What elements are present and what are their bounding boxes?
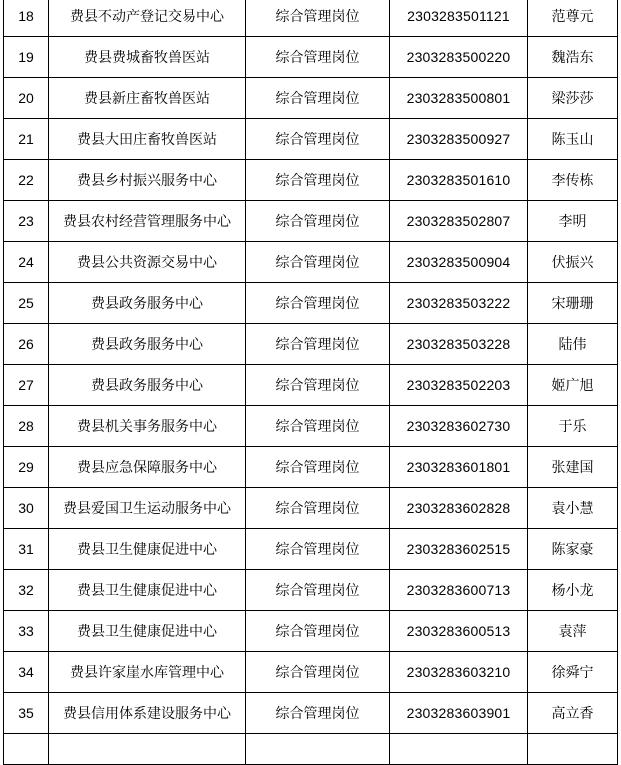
candidate-name: 于乐	[528, 406, 618, 447]
results-table	[3, 0, 618, 765]
candidate-name: 范尊元	[528, 0, 618, 37]
candidate-name: 高立香	[528, 693, 618, 734]
exam-id: 2303283503222	[390, 283, 528, 324]
candidate-name: 李明	[528, 201, 618, 242]
position-name: 综合管理岗位	[246, 0, 390, 37]
row-number: 23	[4, 201, 49, 242]
candidate-name: 陈家豪	[528, 529, 618, 570]
unit-name: 费县农村经营管理服务中心	[49, 201, 246, 242]
row-number: 30	[4, 488, 49, 529]
exam-id: 2303283500220	[390, 37, 528, 78]
unit-name: 费县卫生健康促进中心	[49, 570, 246, 611]
candidate-name: 陈玉山	[528, 119, 618, 160]
empty-cell	[390, 734, 528, 765]
exam-id: 2303283601801	[390, 447, 528, 488]
exam-id: 2303283602730	[390, 406, 528, 447]
empty-cell	[246, 734, 390, 765]
candidate-name: 伏振兴	[528, 242, 618, 283]
position-name: 综合管理岗位	[246, 201, 390, 242]
unit-name: 费县卫生健康促进中心	[49, 529, 246, 570]
unit-name: 费县机关事务服务中心	[49, 406, 246, 447]
unit-name: 费县政务服务中心	[49, 365, 246, 406]
position-name: 综合管理岗位	[246, 652, 390, 693]
unit-name: 费县卫生健康促进中心	[49, 611, 246, 652]
candidate-name: 梁莎莎	[528, 78, 618, 119]
table-row-partial	[4, 734, 618, 765]
empty-cell	[49, 734, 246, 765]
table-row	[4, 37, 618, 78]
position-name: 综合管理岗位	[246, 242, 390, 283]
unit-name: 费县应急保障服务中心	[49, 447, 246, 488]
exam-id: 2303283600513	[390, 611, 528, 652]
row-number: 25	[4, 283, 49, 324]
row-number: 22	[4, 160, 49, 201]
table-row	[4, 78, 618, 119]
exam-id: 2303283501121	[390, 0, 528, 37]
row-number: 31	[4, 529, 49, 570]
position-name: 综合管理岗位	[246, 529, 390, 570]
exam-id: 2303283502203	[390, 365, 528, 406]
unit-name: 费县公共资源交易中心	[49, 242, 246, 283]
candidate-name: 魏浩东	[528, 37, 618, 78]
row-number: 24	[4, 242, 49, 283]
row-number: 29	[4, 447, 49, 488]
row-number: 33	[4, 611, 49, 652]
table-row	[4, 119, 618, 160]
position-name: 综合管理岗位	[246, 365, 390, 406]
position-name: 综合管理岗位	[246, 160, 390, 201]
position-name: 综合管理岗位	[246, 119, 390, 160]
position-name: 综合管理岗位	[246, 283, 390, 324]
exam-id: 2303283503228	[390, 324, 528, 365]
row-number: 19	[4, 37, 49, 78]
table-row	[4, 611, 618, 652]
table-row	[4, 488, 618, 529]
exam-id: 2303283502807	[390, 201, 528, 242]
candidate-name: 宋珊珊	[528, 283, 618, 324]
candidate-name: 陆伟	[528, 324, 618, 365]
candidate-name: 袁小慧	[528, 488, 618, 529]
position-name: 综合管理岗位	[246, 693, 390, 734]
row-number: 18	[4, 0, 49, 37]
unit-name: 费县不动产登记交易中心	[49, 0, 246, 37]
empty-cell	[528, 734, 618, 765]
table-body	[4, 0, 618, 765]
candidate-name: 姬广旭	[528, 365, 618, 406]
row-number: 26	[4, 324, 49, 365]
candidate-name: 杨小龙	[528, 570, 618, 611]
table-row	[4, 652, 618, 693]
unit-name: 费县乡村振兴服务中心	[49, 160, 246, 201]
row-number: 32	[4, 570, 49, 611]
position-name: 综合管理岗位	[246, 488, 390, 529]
table-row	[4, 324, 618, 365]
row-number: 28	[4, 406, 49, 447]
candidate-name: 徐舜宁	[528, 652, 618, 693]
table-row	[4, 693, 618, 734]
exam-id: 2303283602515	[390, 529, 528, 570]
table-row	[4, 406, 618, 447]
exam-id: 2303283603901	[390, 693, 528, 734]
table-row	[4, 283, 618, 324]
position-name: 综合管理岗位	[246, 78, 390, 119]
candidate-name: 张建国	[528, 447, 618, 488]
position-name: 综合管理岗位	[246, 570, 390, 611]
exam-id: 2303283603210	[390, 652, 528, 693]
position-name: 综合管理岗位	[246, 406, 390, 447]
exam-id: 2303283602828	[390, 488, 528, 529]
unit-name: 费县政务服务中心	[49, 283, 246, 324]
row-number: 34	[4, 652, 49, 693]
table-row	[4, 0, 618, 37]
exam-id: 2303283500801	[390, 78, 528, 119]
exam-id: 2303283500927	[390, 119, 528, 160]
table-row	[4, 570, 618, 611]
unit-name: 费县爱国卫生运动服务中心	[49, 488, 246, 529]
unit-name: 费县政务服务中心	[49, 324, 246, 365]
unit-name: 费县许家崖水库管理中心	[49, 652, 246, 693]
table-row	[4, 529, 618, 570]
table-row	[4, 447, 618, 488]
unit-name: 费县信用体系建设服务中心	[49, 693, 246, 734]
candidate-name: 袁萍	[528, 611, 618, 652]
empty-cell	[4, 734, 49, 765]
position-name: 综合管理岗位	[246, 611, 390, 652]
exam-id: 2303283501610	[390, 160, 528, 201]
table-row	[4, 242, 618, 283]
unit-name: 费县大田庄畜牧兽医站	[49, 119, 246, 160]
candidate-name: 李传栋	[528, 160, 618, 201]
unit-name: 费县新庄畜牧兽医站	[49, 78, 246, 119]
position-name: 综合管理岗位	[246, 37, 390, 78]
table-row	[4, 365, 618, 406]
row-number: 35	[4, 693, 49, 734]
position-name: 综合管理岗位	[246, 324, 390, 365]
position-name: 综合管理岗位	[246, 447, 390, 488]
row-number: 21	[4, 119, 49, 160]
row-number: 27	[4, 365, 49, 406]
unit-name: 费县费城畜牧兽医站	[49, 37, 246, 78]
table-row	[4, 201, 618, 242]
row-number: 20	[4, 78, 49, 119]
table-row	[4, 160, 618, 201]
exam-id: 2303283600713	[390, 570, 528, 611]
exam-id: 2303283500904	[390, 242, 528, 283]
